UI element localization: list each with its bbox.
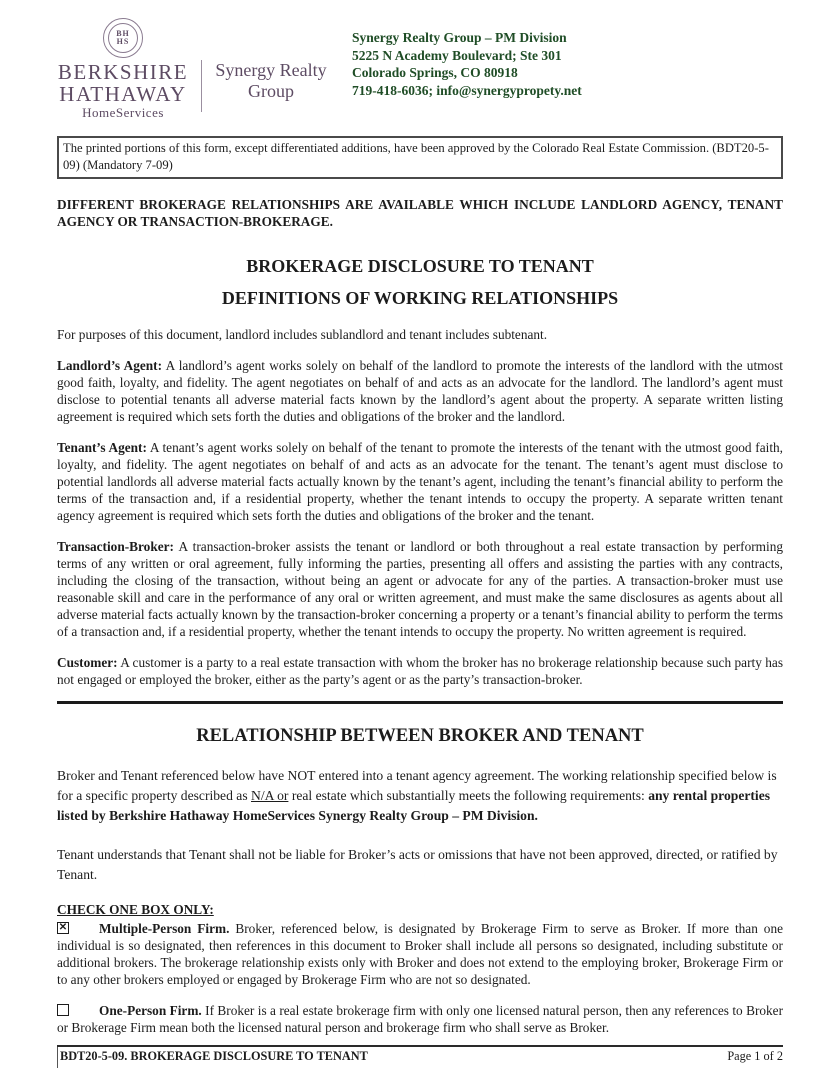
one-person-firm-option xyxy=(57,1002,783,1036)
tenant-liability-paragraph: Tenant understands that Tenant shall not be liable for Broker’s acts or omissions that have not been approved, directed, or ratified by Tenant. xyxy=(57,847,778,882)
relationship-text: Broker and Tenant referenced below have NOT entered into a tenant agency agreement. The working relationship specified below is for a specific property described as xyxy=(57,768,777,803)
logo-divider xyxy=(201,60,202,112)
relationship-text: real estate which substantially meets the following requirements: xyxy=(291,788,645,803)
multiple-person-firm-option xyxy=(57,920,783,988)
office-contact-block xyxy=(352,29,582,99)
partner-name xyxy=(212,60,330,102)
definition-term: Transaction-Broker: xyxy=(57,539,174,554)
form-title: BROKERAGE DISCLOSURE TO TENANT xyxy=(246,256,594,276)
brand-name-line3: HomeServices xyxy=(82,105,164,120)
section-divider xyxy=(57,701,783,704)
brand-name-line2: HATHAWAY xyxy=(59,82,187,106)
bhhs-monogram-icon xyxy=(103,18,143,58)
contact-city: Colorado Springs, CO 80918 xyxy=(352,65,518,80)
option-term: One-Person Firm. xyxy=(99,1003,202,1018)
commission-approval-box: The printed portions of this form, except differentiated additions, have been approved by the Colorado Real Estate Commission. (BDT20-5-09) (Mandatory 7-09) xyxy=(57,136,783,179)
definition-body: A customer is a party to a real estate transaction with whom the broker has no brokerage relationship because such party has not engaged or employed the broker, either as the party’s agent or as the party’s transaction-broker. xyxy=(57,655,783,687)
definition-customer xyxy=(57,654,783,688)
monogram-bottom: HS xyxy=(116,37,130,46)
check-one-box-label: CHECK ONE BOX ONLY: xyxy=(57,902,214,917)
definition-term: Landlord’s Agent: xyxy=(57,358,163,373)
footer-form-id: BDT20-5-09. BROKERAGE DISCLOSURE TO TENANT xyxy=(60,1049,368,1063)
definition-term: Customer: xyxy=(57,655,118,670)
requirements-value: any rental properties listed by Berkshire Hathaway HomeServices Synergy Realty Group – PM Division. xyxy=(57,788,771,823)
definition-body: A transaction-broker assists the tenant or landlord or both throughout a real estate transaction by performing terms of any written or oral agreement, fully informing the parties, presenting all offers and assisting the parties with any contracts, including the closing of the transaction, without being an agent or advocate for any of the parties. A transaction-broker must use reasonable skill and care in the performance of any oral or written agreement, and must make the same disclosures as agents about all adverse material facts actually known by the transaction-broker concerning a property or a tenant’s financial ability to perform the terms of a transaction and, if a residential property, whether the tenant intends to occupy the property. No written agreement is required. xyxy=(57,539,783,639)
multiple-person-firm-checkbox[interactable]: ✕ xyxy=(58,922,68,933)
working-relationship-paragraph xyxy=(57,766,783,826)
contact-phone-email: 719-418-6036; info@synergypropety.net xyxy=(352,82,582,98)
one-person-firm-checkbox[interactable] xyxy=(57,1004,69,1016)
form-subtitle: DEFINITIONS OF WORKING RELATIONSHIPS xyxy=(221,288,619,308)
definition-tenants-agent xyxy=(57,439,783,524)
partner-name-line2: Group xyxy=(248,81,294,101)
partner-name-line1: Synergy Realty xyxy=(215,60,327,80)
purpose-statement: For purposes of this document, landlord includes sublandlord and tenant includes subtenant. xyxy=(57,327,548,342)
brand-name-line1: BERKSHIRE xyxy=(57,60,189,84)
page-footer xyxy=(57,1045,783,1068)
definition-landlords-agent xyxy=(57,357,783,425)
option-term: Multiple-Person Firm. xyxy=(99,921,230,936)
definition-body: A landlord’s agent works solely on behalf of the landlord to promote the interests of the landlord with the utmost good faith, loyalty, and fidelity. The agent negotiates on behalf of and acts as an advocate for the landlord. The landlord’s agent must disclose to potential tenants all adverse material facts known by the landlord’s agent about the property. A separate written listing agreement is required which sets forth the duties and obligations of the broker and the landlord. xyxy=(57,358,783,424)
definition-term: Tenant’s Agent: xyxy=(57,440,147,455)
monogram-top: BH xyxy=(116,29,130,38)
letterhead xyxy=(57,14,783,126)
option-body: Broker, referenced below, is designated by Brokerage Firm to serve as Broker. If more than one individual is so designated, then references in this document to Broker shall include all persons so designated, including substitute or additional brokers. The brokerage relationship exists only with Broker and does not extend to the employing broker, Brokerage Firm or to any other brokers employed or engaged by Brokerage Firm who are not so designated. xyxy=(57,921,783,987)
definition-transaction-broker xyxy=(57,538,783,640)
footer-page-number: Page 1 of 2 xyxy=(727,1049,783,1063)
relationship-section-heading: RELATIONSHIP BETWEEN BROKER AND TENANT xyxy=(196,726,644,746)
definition-body: A tenant’s agent works solely on behalf of the tenant to promote the interests of the tenant with the utmost good faith, loyalty, and fidelity. The agent negotiates on behalf of and acts as an advocate for the tenant. The tenant’s agent must disclose to potential landlords all adverse material facts actually known by the tenant’s agent, including the tenant’s financial ability to perform the terms of the transaction and, if a residential property, whether the tenant intends to occupy the property. A separate written tenant agency agreement is required which sets forth the duties and obligations of the broker and the tenant. xyxy=(57,440,783,523)
berkshire-hathaway-logo xyxy=(57,14,189,120)
brokerage-relationships-statement: DIFFERENT BROKERAGE RELATIONSHIPS ARE AVAILABLE WHICH INCLUDE LANDLORD AGENCY, TENANT AGENCY OR TRANSACTION-BROKERAGE. xyxy=(57,197,783,229)
property-description-value: N/A or xyxy=(251,788,289,803)
contact-division: Synergy Realty Group – PM Division xyxy=(352,30,567,45)
option-body: If Broker is a real estate brokerage firm with only one licensed natural person, then any references to Broker or Brokerage Firm mean both the licensed natural person and brokerage firm who shall serve as Broker. xyxy=(57,1003,784,1035)
contact-street: 5225 N Academy Boulevard; Ste 301 xyxy=(352,47,562,63)
